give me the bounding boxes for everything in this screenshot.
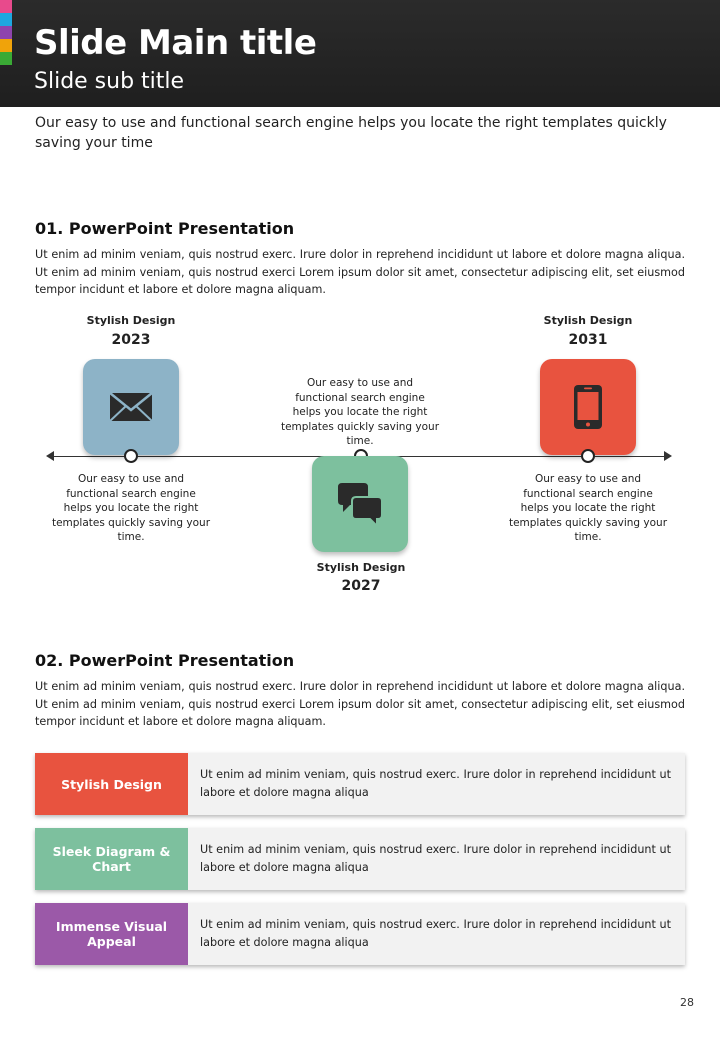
- feature-row-label: Immense Visual Appeal: [35, 903, 188, 965]
- timeline-node-2031: [540, 359, 636, 455]
- timeline-item-desc: Our easy to use and functional search engine helps you locate the right templates quickly saving your time.: [51, 473, 211, 543]
- page-number: 28: [680, 996, 694, 1009]
- color-swatch: [0, 52, 12, 65]
- timeline-arrow-left: [46, 451, 54, 461]
- section-1-body: Ut enim ad minim veniam, quis nostrud exerc. Irure dolor in reprehend incididunt ut labore et dolore magna aliqua. Ut enim ad minim veniam, quis nostrud exerci Lorem ipsum dolor sit amet, consectetur adipiscing elit, set eiusmod tempor incidunt et labore et dolore magna aliquam.: [35, 248, 685, 296]
- timeline-arrow-right: [664, 451, 672, 461]
- smartphone-icon: [573, 384, 603, 430]
- section-1-title: 01. PowerPoint Presentation: [35, 219, 295, 238]
- timeline-item-label: Stylish Design: [316, 561, 406, 574]
- timeline-node-2027: [312, 456, 408, 552]
- section-2-body: Ut enim ad minim veniam, quis nostrud exerc. Irure dolor in reprehend incididunt ut labore et dolore magna aliqua. Ut enim ad minim veniam, quis nostrud exerci Lorem ipsum dolor sit amet, consectetur adipiscing elit, set eiusmod tempor incidunt et labore et dolore magna aliquam.: [35, 680, 685, 728]
- timeline-marker: [124, 449, 138, 463]
- feature-row-text: Ut enim ad minim veniam, quis nostrud exerc. Irure dolor in reprehend incididunt ut labore et dolore magna aliqua: [188, 753, 685, 815]
- timeline-item-label: Stylish Design: [543, 314, 633, 327]
- color-swatch: [0, 0, 12, 13]
- feature-row-label: Stylish Design: [35, 753, 188, 815]
- feature-row: [35, 828, 685, 890]
- timeline-item-year: 2027: [341, 578, 381, 594]
- color-swatch: [0, 13, 12, 26]
- section-2-title: 02. PowerPoint Presentation: [35, 651, 295, 670]
- chat-bubbles-icon: [336, 481, 384, 527]
- feature-row: [35, 903, 685, 965]
- feature-row-text: Ut enim ad minim veniam, quis nostrud exerc. Irure dolor in reprehend incididunt ut labore et dolore magna aliqua: [188, 903, 685, 965]
- color-swatch: [0, 26, 12, 39]
- feature-row-text: Ut enim ad minim veniam, quis nostrud exerc. Irure dolor in reprehend incididunt ut labore et dolore magna aliqua: [188, 828, 685, 890]
- slide-header: [0, 0, 720, 107]
- timeline-item-desc: Our easy to use and functional search engine helps you locate the right templates quickly saving your time.: [280, 377, 440, 447]
- timeline-item-label: Stylish Design: [86, 314, 176, 327]
- timeline-item-year: 2031: [568, 332, 608, 348]
- timeline-item-year: 2023: [111, 332, 151, 348]
- slide-title: Slide Main title: [34, 23, 317, 63]
- slide-subtitle: Slide sub title: [34, 69, 185, 94]
- feature-row: [35, 753, 685, 815]
- envelope-icon: [108, 391, 154, 423]
- timeline-node-2023: [83, 359, 179, 455]
- feature-row-label: Sleek Diagram & Chart: [35, 828, 188, 890]
- timeline-marker: [581, 449, 595, 463]
- color-swatch-strip: [0, 0, 12, 65]
- timeline-item-desc: Our easy to use and functional search engine helps you locate the right templates quickly saving your time.: [508, 473, 668, 543]
- color-swatch: [0, 39, 12, 52]
- intro-text: Our easy to use and functional search engine helps you locate the right templates quickly saving your time: [35, 115, 667, 151]
